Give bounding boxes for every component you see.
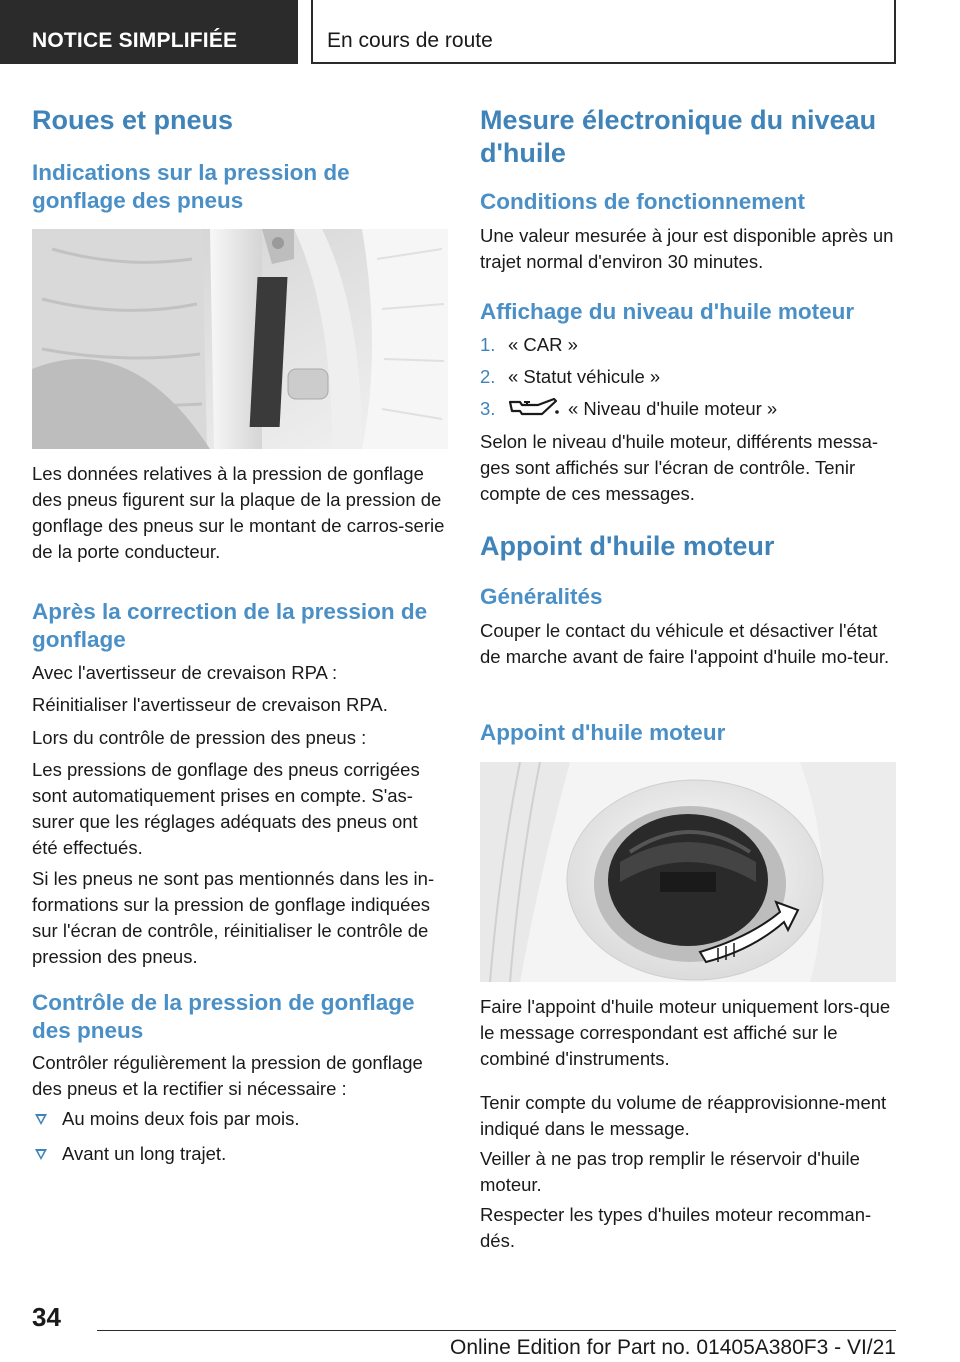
- header-section-title: NOTICE SIMPLIFIÉE: [32, 29, 238, 52]
- bullet-triangle-icon: [35, 1114, 47, 1125]
- door-pillar-illustration: [32, 229, 448, 449]
- header-chapter-tab: [311, 0, 896, 64]
- paragraph-controler: Contrôler régulièrement la pression de gonflage des pneus et la rectifier si nécessaire :: [32, 1052, 423, 1099]
- header-chapter-title: En cours de route: [327, 29, 493, 52]
- paragraph-veiller: Veiller à ne pas trop remplir le réservoir d'huile moteur.: [480, 1148, 860, 1195]
- step-number: 2.: [480, 366, 496, 387]
- footer-divider: [97, 1330, 896, 1331]
- step-number: 3.: [480, 398, 496, 419]
- heading-mesure-electronique: Mesure électronique du niveau d'huile: [480, 105, 877, 168]
- paragraph-respecter: Respecter les types d'huiles moteur recomman-dés.: [480, 1204, 872, 1251]
- heading-conditions: Conditions de fonctionnement: [480, 189, 805, 214]
- paragraph-donnees: Les données relatives à la pression de gonflage des pneus figurent sur la plaque de la pression de gonflage des pneus sur le montant de carros-serie de la porte conducteur.: [32, 463, 445, 562]
- header-section-tab: [0, 0, 298, 64]
- bullet-item: Avant un long trajet.: [62, 1143, 227, 1164]
- step-text: « Statut véhicule »: [508, 366, 661, 387]
- paragraph-si-pneus: Si les pneus ne sont pas mentionnés dans les in-formations sur la pression de gonflage indiquées sur l'écran de contrôle, réinitialiser le contrôle de pression des pneus.: [32, 868, 435, 967]
- door-pillar-photo: [32, 229, 448, 449]
- paragraph-faire-appoint: Faire l'appoint d'huile moteur uniquement lors-que le message correspondant est affiché sur le combiné d'instruments.: [480, 996, 891, 1069]
- footer-edition: Online Edition for Part no. 01405A380F3 - VI/21: [450, 1336, 896, 1359]
- heading-generalites: Généralités: [480, 584, 603, 609]
- heading-controle-pression: Contrôle de la pression de gonflage des pneus: [32, 990, 415, 1043]
- heading-apres-correction: Après la correction de la pression de gonflage: [32, 599, 428, 652]
- paragraph-pressions-corrigees: Les pressions de gonflage des pneus corrigées sont automatiquement prises en compte. S'as-surer que les réglages adéquats des pneus ont été effectués.: [32, 759, 420, 858]
- paragraph-lors-du-controle: Lors du contrôle de pression des pneus :: [32, 727, 367, 748]
- heading-roues-et-pneus: Roues et pneus: [32, 105, 234, 135]
- oil-filler-cap-illustration: [480, 762, 896, 982]
- bullet-triangle-icon: [35, 1149, 47, 1160]
- bullet-item: Au moins deux fois par mois.: [62, 1108, 300, 1129]
- heading-appoint-huile: Appoint d'huile moteur: [480, 531, 775, 561]
- oil-can-icon: [508, 396, 560, 425]
- heading-indications-pression: Indications sur la pression de gonflage des pneus: [32, 160, 350, 213]
- paragraph-couper-contact: Couper le contact du véhicule et désactiver l'état de marche avant de faire l'appoint d'huile mo-teur.: [480, 620, 890, 667]
- paragraph-avec-rpa: Avec l'avertisseur de crevaison RPA :: [32, 662, 338, 683]
- step-number: 1.: [480, 334, 496, 355]
- page-number: 34: [32, 1302, 61, 1332]
- heading-affichage-niveau: Affichage du niveau d'huile moteur: [480, 299, 855, 324]
- step-text: « CAR »: [508, 334, 578, 355]
- paragraph-selon-niveau: Selon le niveau d'huile moteur, différents messa-ges sont affichés sur l'écran de contrôle. Tenir compte de ces messages.: [480, 431, 879, 504]
- paragraph-tenir-compte-volume: Tenir compte du volume de réapprovisionne-ment indiqué dans le message.: [480, 1092, 887, 1139]
- step-text: « Niveau d'huile moteur »: [568, 398, 778, 419]
- oil-cap-photo: [480, 762, 896, 982]
- paragraph-valeur-mesuree: Une valeur mesurée à jour est disponible après un trajet normal d'environ 30 minutes.: [480, 225, 894, 272]
- paragraph-reinitialiser: Réinitialiser l'avertisseur de crevaison RPA.: [32, 694, 388, 715]
- heading-appoint-huile-2: Appoint d'huile moteur: [480, 720, 726, 745]
